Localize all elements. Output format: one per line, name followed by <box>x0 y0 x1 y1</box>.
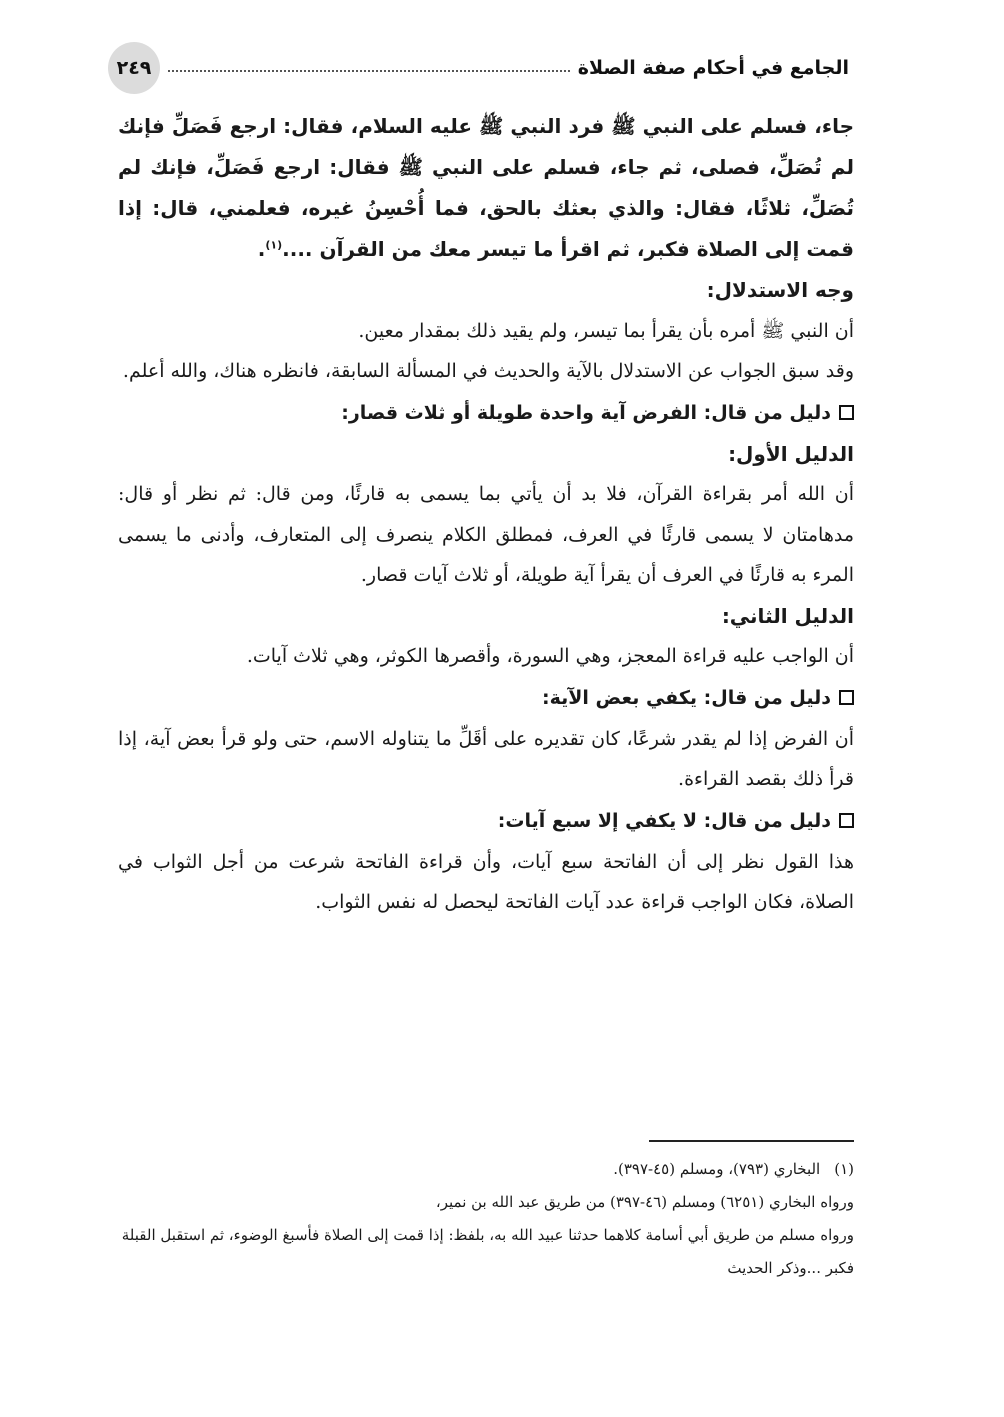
section-heading-3-text: دليل من قال: لا يكفي إلا سبع آيات: <box>497 809 831 832</box>
dalil-1-text: أن الله أمر بقراءة القرآن، فلا بد أن يأتي بما يسمى به قارئًا، ومن قال: ثم نظر أو قال: مدهامتان لا يسمى قارئًا في العرف، فمطلق الكلام ينصرف إلى المتعارف، وأدنى ما يسمى المرء به قارئًا في العرف أن يقرأ آية طويلة، أو ثلاث آيات قصار. <box>118 483 854 586</box>
hadith-text: جاء، فسلم على النبي ﷺ فرد النبي ﷺ عليه السلام، فقال: ارجع فَصَلِّ فإنك لم تُصَلِّ، فصلى، ثم جاء، فسلم على النبي ﷺ فقال: ارجع فَصَلِّ، فإنك لم تُصَلِّ، ثلاثًا، فقال: والذي بعثك بالحق، فما أُحْسِنُ غيره، فعلمني، قال: إذا قمت إلى الصلاة فكبر، ثم اقرأ ما تيسر معك من القرآن .... <box>118 114 854 261</box>
dalil-2-heading: الدليل الثاني: <box>721 603 854 628</box>
footnote-1-line-2: ورواه البخاري (٦٢٥١) ومسلم (٤٦-٣٩٧) من طريق عبد الله بن نمير، <box>435 1193 854 1211</box>
footnote-1-line-3: ورواه مسلم من طريق أبي أسامة كلاهما حدثنا عبيد الله به، بلفظ: إذا قمت إلى الصلاة فأسبغ الوضوء، ثم استقبل القبلة فكبر ...وذكر الحديث <box>121 1226 854 1277</box>
footnote-separator <box>649 1140 854 1142</box>
wajh-paragraph-1: أن النبي ﷺ أمره بأن يقرأ بما تيسر، ولم يقيد ذلك بمقدار معين. <box>358 319 854 342</box>
footnotes <box>118 1153 854 1285</box>
section-heading-2-text: دليل من قال: يكفي بعض الآية: <box>542 686 831 709</box>
square-bullet-icon <box>839 813 854 828</box>
section-heading-3 <box>118 800 854 842</box>
square-bullet-icon <box>839 690 854 705</box>
footnote-ref-1[interactable]: (١) <box>265 238 283 252</box>
header-title: الجامع في أحكام صفة الصلاة <box>577 57 849 79</box>
running-header <box>108 40 849 96</box>
hadith-paragraph <box>118 106 854 270</box>
section-3-text: هذا القول نظر إلى أن الفاتحة سبع آيات، وأن قراءة الفاتحة شرعت من أجل الثواب في الصلاة، فكان الواجب قراءة عدد آيات الفاتحة ليحصل له نفس الثواب. <box>118 850 854 913</box>
square-bullet-icon <box>839 405 854 420</box>
footnote-1-number: (١) <box>834 1160 854 1178</box>
heading-wajh-istidlal: وجه الاستدلال: <box>706 278 854 302</box>
section-heading-1 <box>118 392 854 434</box>
footnote-1-line-1 <box>118 1153 854 1186</box>
footnote-1-text-1: البخاري (٧٩٣)، ومسلم (٤٥-٣٩٧). <box>613 1160 821 1178</box>
dalil-2-text: أن الواجب عليه قراءة المعجز، وهي السورة، وأقصرها الكوثر، وهي ثلاث آيات. <box>246 645 854 667</box>
section-heading-1-text: دليل من قال: الفرض آية واحدة طويلة أو ثلاث قصار: <box>341 401 831 424</box>
dalil-1-heading: الدليل الأول: <box>728 441 854 466</box>
page-number-badge: ٢٤٩ <box>108 42 160 94</box>
main-text <box>118 106 854 923</box>
section-2-text: أن الفرض إذا لم يقدر شرعًا، كان تقديره على أقَلِّ ما يتناوله الاسم، حتى ولو قرأ بعض آية، إذا قرأ ذلك بقصد القراءة. <box>118 727 854 790</box>
header-dotted-leader <box>168 70 570 72</box>
hadith-end: . <box>257 237 266 261</box>
wajh-paragraph-2: وقد سبق الجواب عن الاستدلال بالآية والحديث في المسألة السابقة، فانظره هناك، والله أعلم. <box>122 360 854 382</box>
section-heading-2 <box>118 677 854 719</box>
